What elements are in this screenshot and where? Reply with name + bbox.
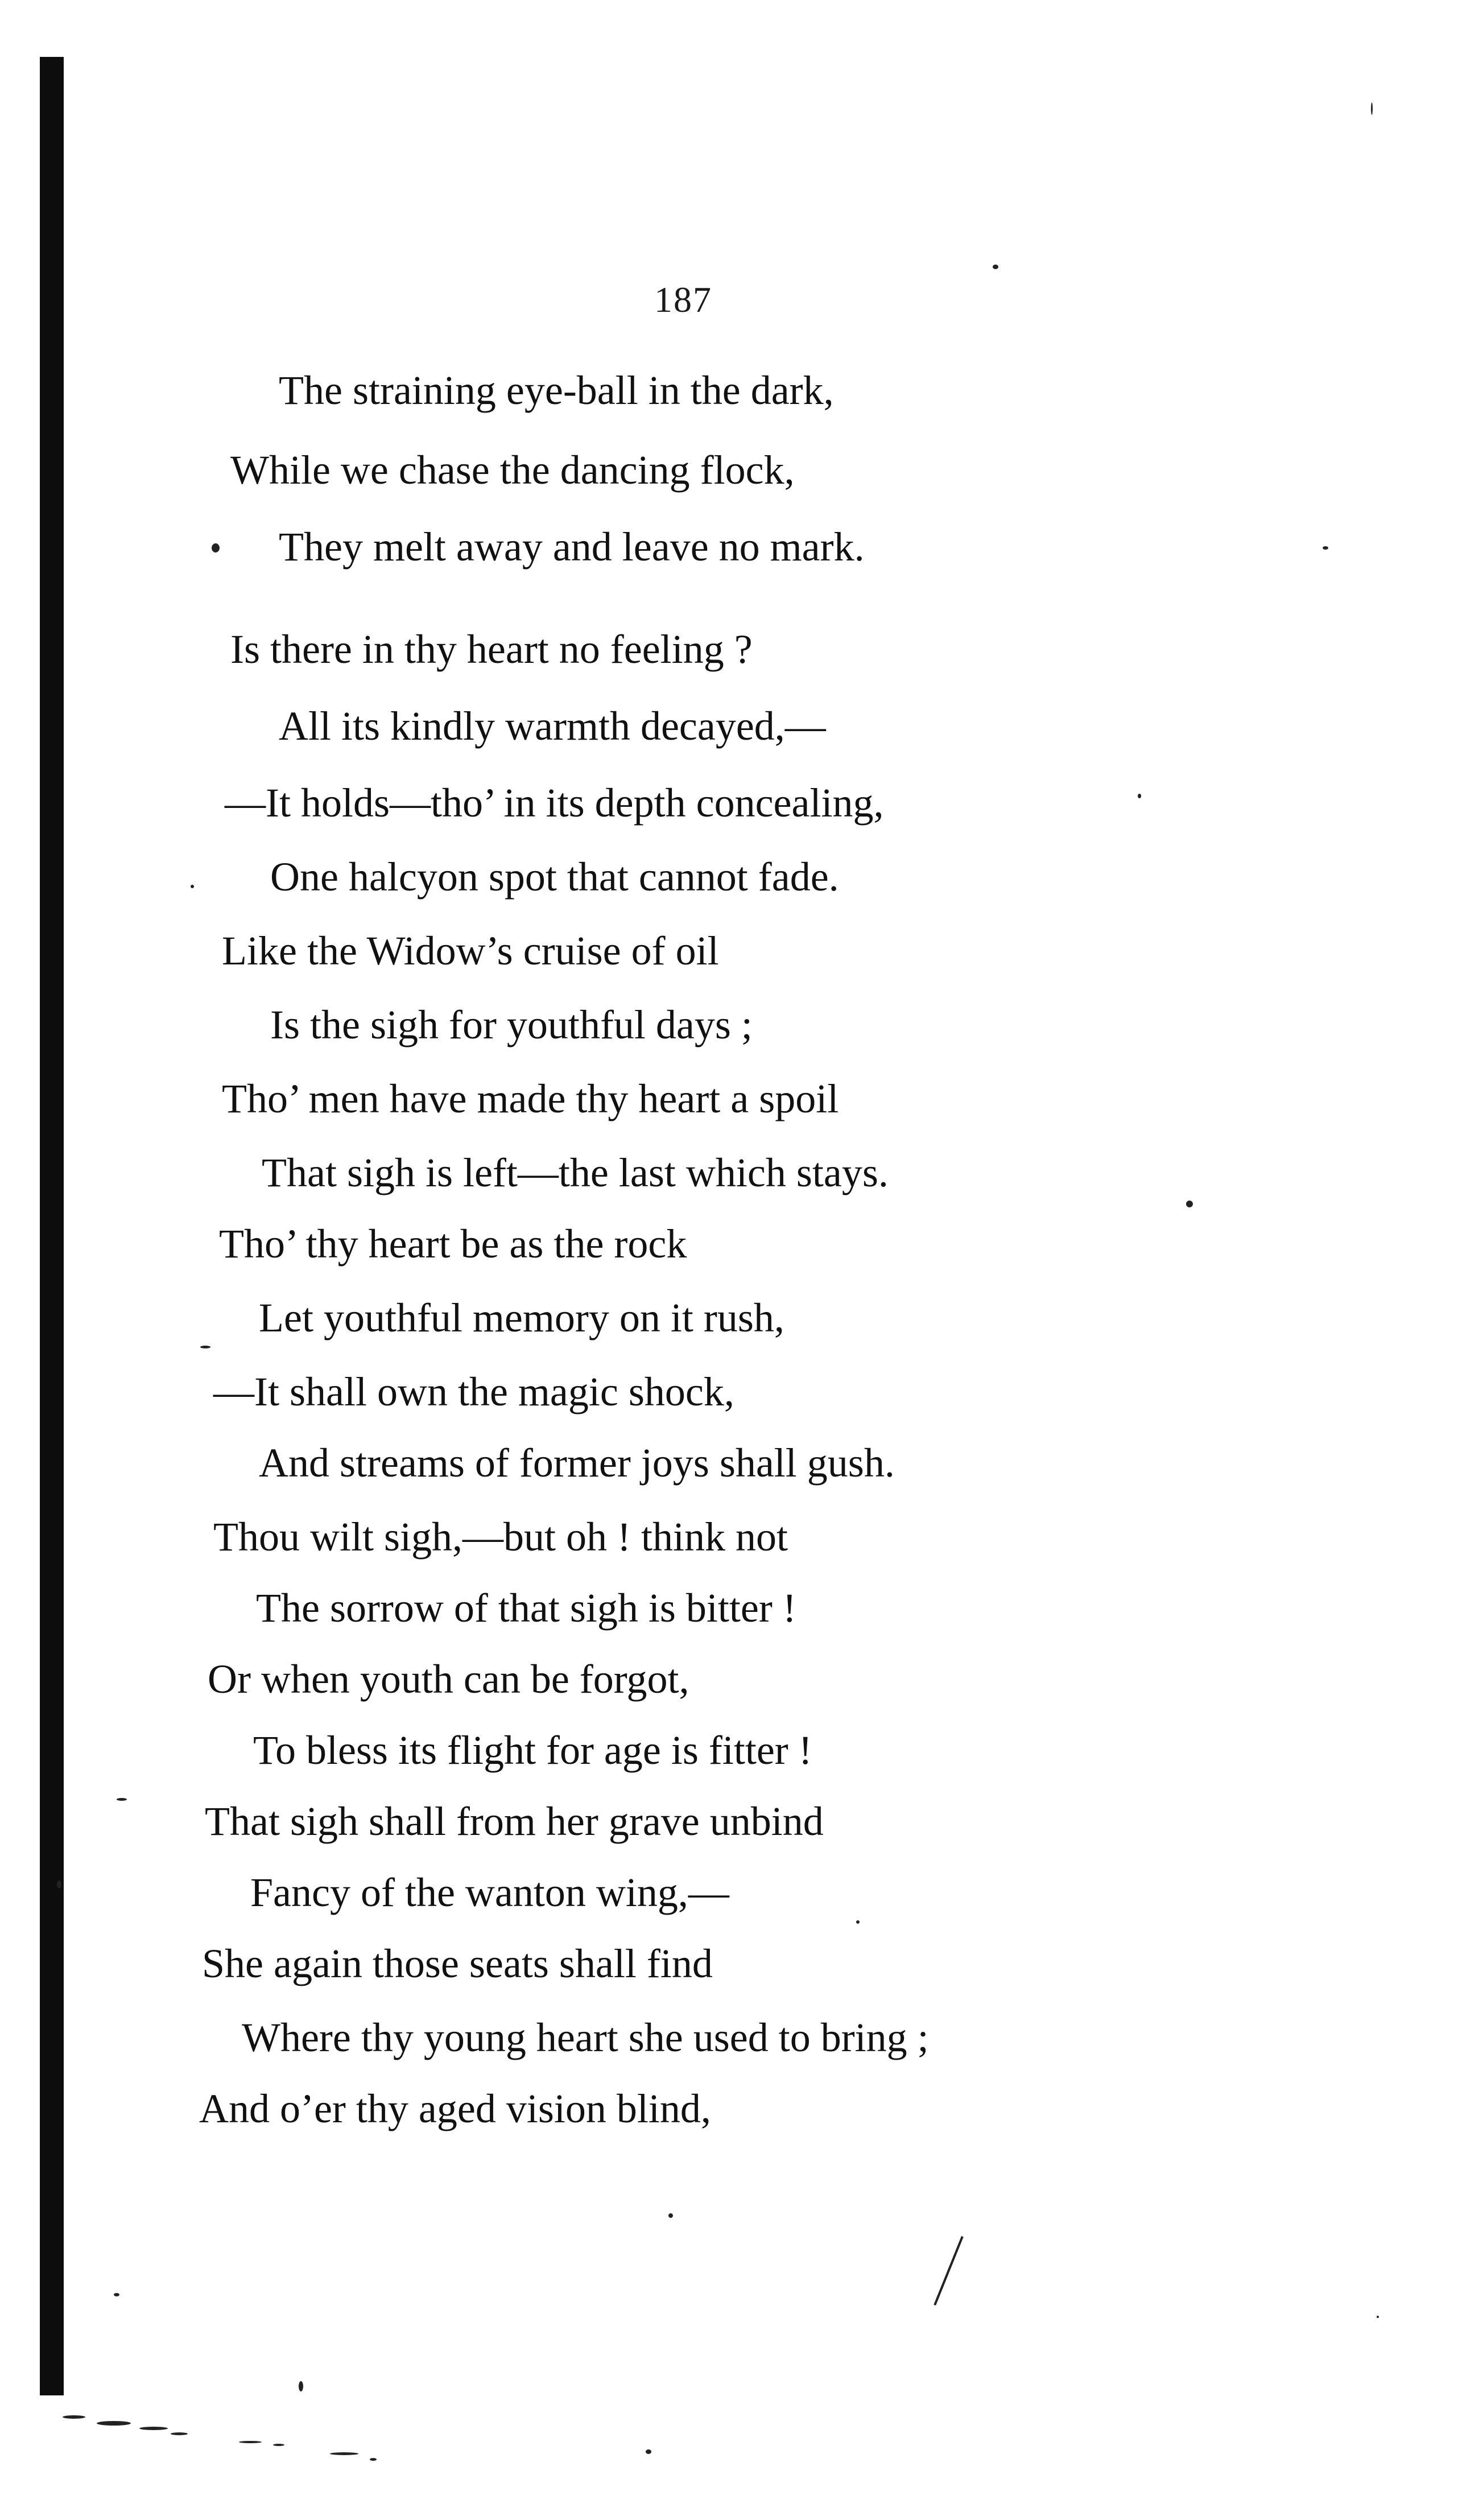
ink-speck: [330, 2452, 358, 2455]
ink-speck: [856, 1920, 860, 1924]
ink-speck: [1186, 1201, 1193, 1207]
poem-line: All its kindly warmth decayed,—: [279, 703, 826, 749]
poem-line: Is there in thy heart no feeling ?: [230, 626, 753, 672]
page-number: 187: [654, 279, 712, 320]
ink-speck: [1377, 2316, 1379, 2318]
ink-speck: [668, 2213, 673, 2218]
ink-speck: [117, 1798, 127, 1801]
poem-line: And o’er thy aged vision blind,: [199, 2086, 711, 2131]
ink-speck: [993, 265, 998, 269]
poem-line: Or when youth can be forgot,: [208, 1656, 689, 1702]
poem-line: —It holds—tho’ in its depth concealing,: [225, 780, 884, 826]
ink-speck: [646, 2449, 651, 2454]
poem-line: Is the sigh for youthful days ;: [270, 1002, 753, 1047]
ink-speck: [191, 885, 194, 888]
poem-line: Fancy of the wanton wing,—: [250, 1870, 729, 1915]
poem-line: To bless its flight for age is fitter !: [253, 1727, 812, 1773]
binding-edge: [40, 57, 64, 2395]
ink-speck: [1138, 794, 1141, 798]
ink-speck: [239, 2441, 262, 2443]
ink-speck: [1323, 546, 1328, 550]
poem-line: They melt away and leave no mark.: [279, 524, 865, 570]
poem-line: And streams of former joys shall gush.: [259, 1440, 895, 1486]
poem-line: One halcyon spot that cannot fade.: [270, 854, 839, 900]
poem-line: That sigh is left—the last which stays.: [262, 1150, 889, 1195]
poem-line: Like the Widow’s cruise of oil: [222, 928, 719, 974]
ink-speck: [200, 1346, 210, 1348]
ink-speck: [139, 2427, 168, 2430]
poem-line: The straining eye-ball in the dark,: [279, 368, 834, 413]
poem-line: Thou wilt sigh,—but oh ! think not: [213, 1514, 788, 1560]
ink-speck: [212, 543, 220, 552]
ink-speck: [1371, 102, 1373, 115]
ink-speck: [273, 2444, 284, 2446]
poem-line: Let youthful memory on it rush,: [259, 1295, 784, 1341]
poem-line: The sorrow of that sigh is bitter !: [256, 1585, 796, 1631]
ink-speck: [299, 2381, 303, 2391]
poem-line: While we chase the dancing flock,: [230, 447, 795, 493]
poem-line: Tho’ thy heart be as the rock: [219, 1221, 687, 1267]
poem-line: Where thy young heart she used to bring ;: [242, 2015, 929, 2060]
ink-speck: [370, 2458, 377, 2461]
pen-stroke: [934, 2236, 963, 2305]
ink-speck: [63, 2415, 85, 2419]
poem-line: —It shall own the magic shock,: [213, 1369, 734, 1414]
poem-line: That sigh shall from her grave unbind: [205, 1799, 824, 1844]
poem-line: She again those seats shall find: [202, 1941, 713, 1986]
ink-speck: [57, 1880, 61, 1888]
ink-speck: [97, 2421, 131, 2426]
ink-speck: [171, 2432, 188, 2435]
poem-line: Tho’ men have made thy heart a spoil: [222, 1076, 839, 1121]
ink-speck: [114, 2293, 119, 2296]
